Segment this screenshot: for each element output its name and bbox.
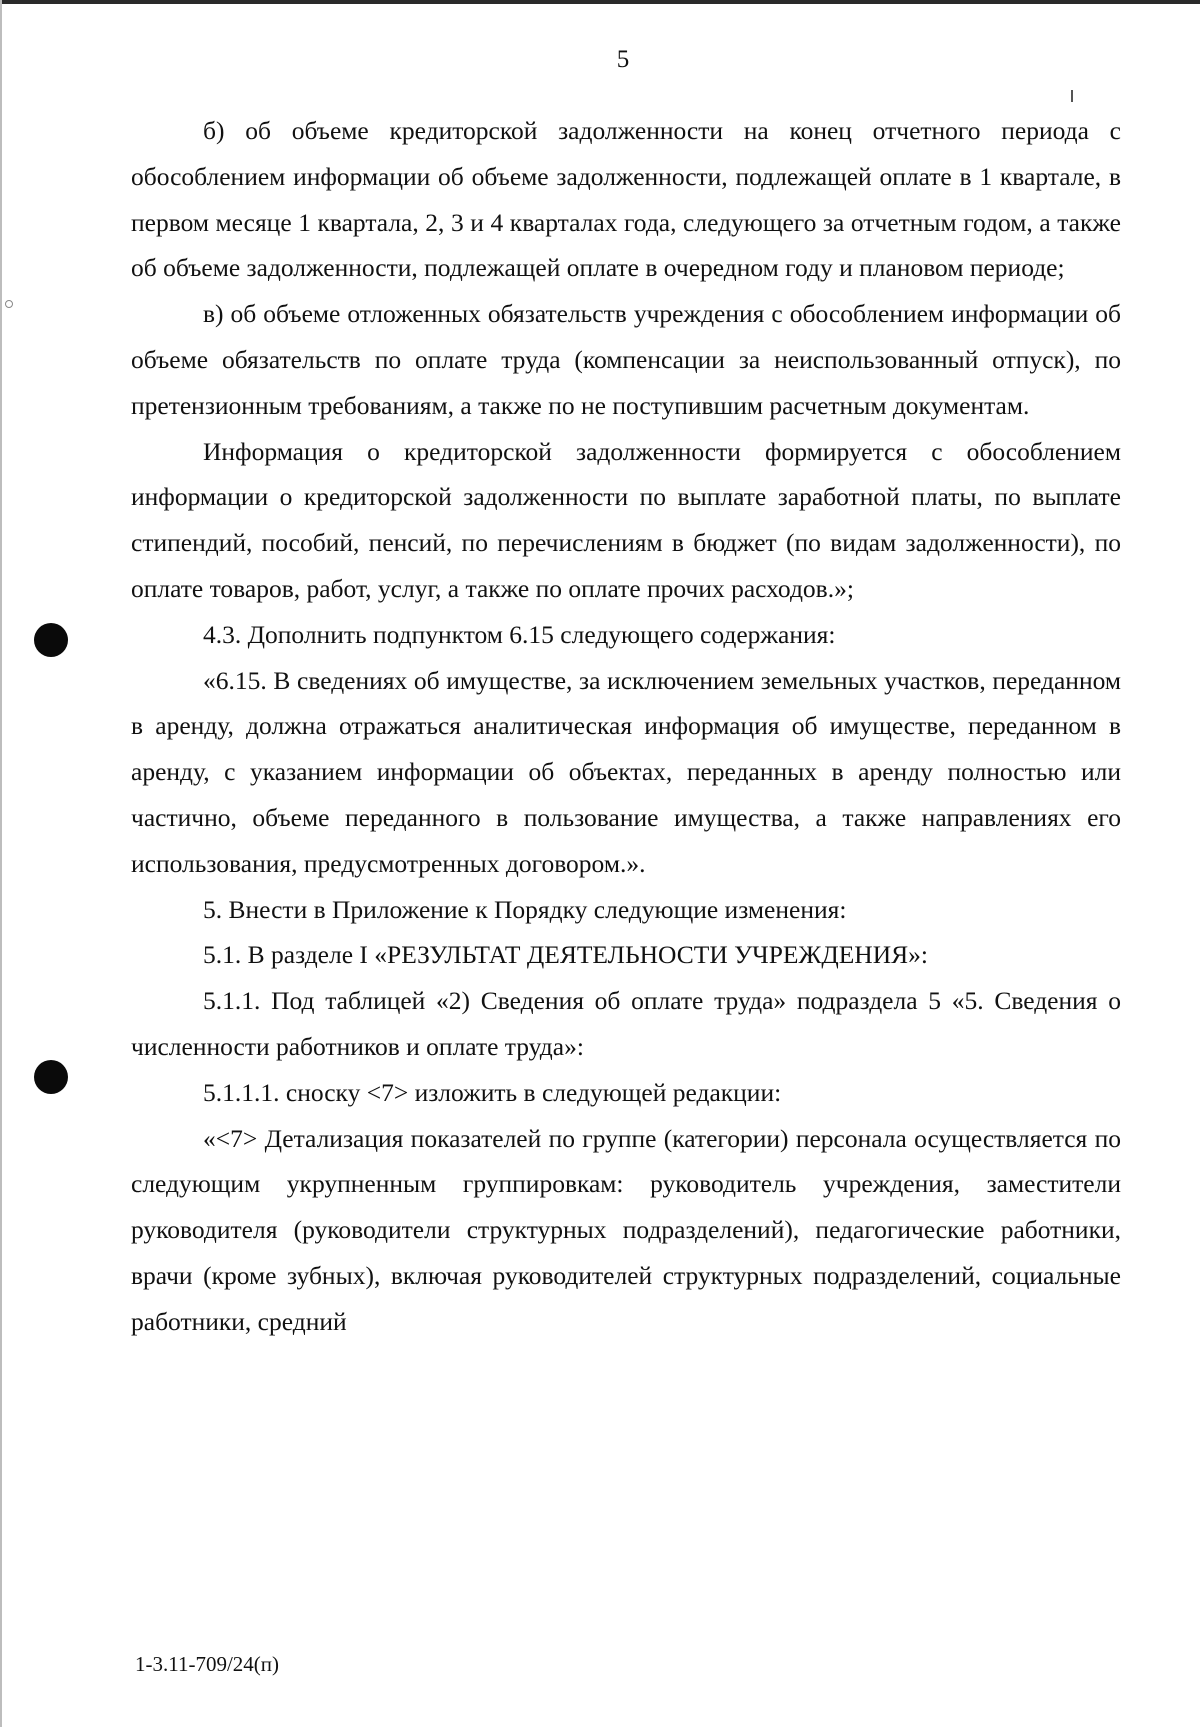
paragraph-v-deferred-obligations: в) об объеме отложенных обязательств учреждения с обособлением информации об объеме обязательств по оплате труда (компенсации за неиспользованный отпуск), по претензионным требованиям, а также по не поступившим расчетным документам. bbox=[131, 299, 1121, 420]
punch-hole-mark bbox=[34, 623, 68, 657]
scan-top-edge bbox=[0, 0, 1200, 4]
paragraph-b-creditor-debt: б) об объеме кредиторской задолженности на конец отчетного периода с обособлением информации об объеме задолженности, подлежащей оплате в 1 квартале, в первом месяце 1 квартала, 2, 3 и 4 кварталах года, следующего за отчетным годом, а также об объеме задолженности, подлежащей оплате в очередном году и плановом периоде; bbox=[131, 116, 1121, 283]
paragraph-4-3: 4.3. Дополнить подпунктом 6.15 следующего содержания: bbox=[203, 619, 836, 649]
paragraph-5-1-1-1: 5.1.1.1. сноску <7> изложить в следующей редакции: bbox=[203, 1077, 782, 1107]
paragraph-footnote-7: «<7> Детализация показателей по группе (категории) персонала осуществляется по следующим укрупненным группировкам: руководитель учреждения, заместители руководителя (руководители структурных подразделений), педагогические работники, врачи (кроме зубных), включая руководителей структурных подразделений, социальные работники, средний bbox=[131, 1123, 1121, 1336]
punch-hole-mark bbox=[34, 1060, 68, 1094]
page-number: 5 bbox=[616, 46, 630, 73]
paragraph-6-15: «6.15. В сведениях об имуществе, за исключением земельных участков, переданном в аренду, должна отражаться аналитическая информация об имуществе, переданном в аренду, с указанием информации об объектах, переданных в аренду полностью или частично, объеме переданного в пользование имущества, а также направлениях его использования, предусмотренных договором.». bbox=[131, 665, 1121, 878]
scan-artifact-mark bbox=[1071, 90, 1073, 102]
document-code: 1-3.11-709/24(п) bbox=[135, 1652, 280, 1676]
paragraph-creditor-info: Информация о кредиторской задолженности формируется с обособлением информации о кредиторской задолженности по выплате заработной платы, по выплате стипендий, пособий, пенсий, по перечислениям в бюджет (по видам задолженности), по оплате товаров, работ, услуг, а также по оплате прочих расходов.»; bbox=[131, 436, 1121, 603]
paragraph-5: 5. Внести в Приложение к Порядку следующие изменения: bbox=[203, 894, 847, 924]
scan-left-edge bbox=[0, 0, 2, 1727]
paragraph-5-1-1: 5.1.1. Под таблицей «2) Сведения об оплате труда» подраздела 5 «5. Сведения о численности работников и оплате труда»: bbox=[131, 986, 1121, 1061]
document-body bbox=[131, 108, 1121, 1345]
paragraph-5-1: 5.1. В разделе I «РЕЗУЛЬТАТ ДЕЯТЕЛЬНОСТИ УЧРЕЖДЕНИЯ»: bbox=[203, 940, 928, 970]
scan-artifact-mark bbox=[5, 300, 13, 308]
